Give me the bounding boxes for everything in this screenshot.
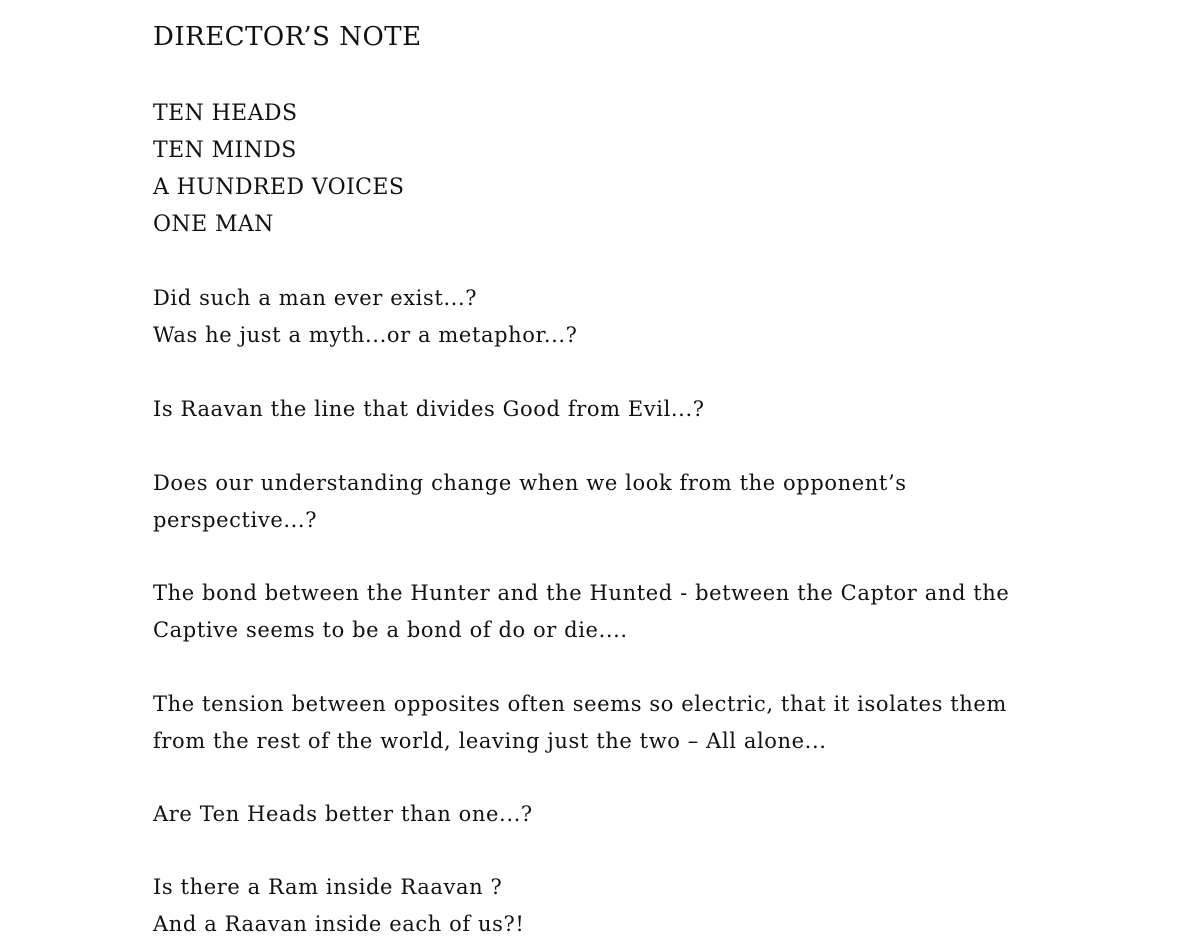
page-title: DIRECTOR’S NOTE (153, 22, 422, 52)
paragraph-4-line-1: The bond between the Hunter and the Hunted - between the Captor and the (153, 581, 1010, 605)
caps-line-3: A HUNDRED VOICES (153, 175, 405, 200)
paragraph-5-line-2: from the rest of the world, leaving just the two – All alone... (153, 729, 827, 753)
paragraph-4-line-2: Captive seems to be a bond of do or die.... (153, 618, 628, 642)
caps-line-2: TEN MINDS (153, 138, 297, 163)
paragraph-2-line-1: Is Raavan the line that divides Good from Evil...? (153, 397, 705, 421)
paragraph-3-line-2: perspective...? (153, 508, 318, 532)
caps-line-4: ONE MAN (153, 212, 274, 237)
paragraph-7-line-1: Is there a Ram inside Raavan ? (153, 875, 503, 899)
paragraph-1-line-2: Was he just a myth...or a metaphor...? (153, 323, 578, 347)
paragraph-7-line-2: And a Raavan inside each of us?! (153, 912, 525, 936)
paragraph-3-line-1: Does our understanding change when we look from the opponent’s (153, 471, 907, 495)
paragraph-5-line-1: The tension between opposites often seems so electric, that it isolates them (153, 692, 1007, 716)
caps-line-1: TEN HEADS (153, 101, 298, 126)
paragraph-1-line-1: Did such a man ever exist...? (153, 286, 478, 310)
paragraph-6-line-1: Are Ten Heads better than one...? (153, 802, 533, 826)
